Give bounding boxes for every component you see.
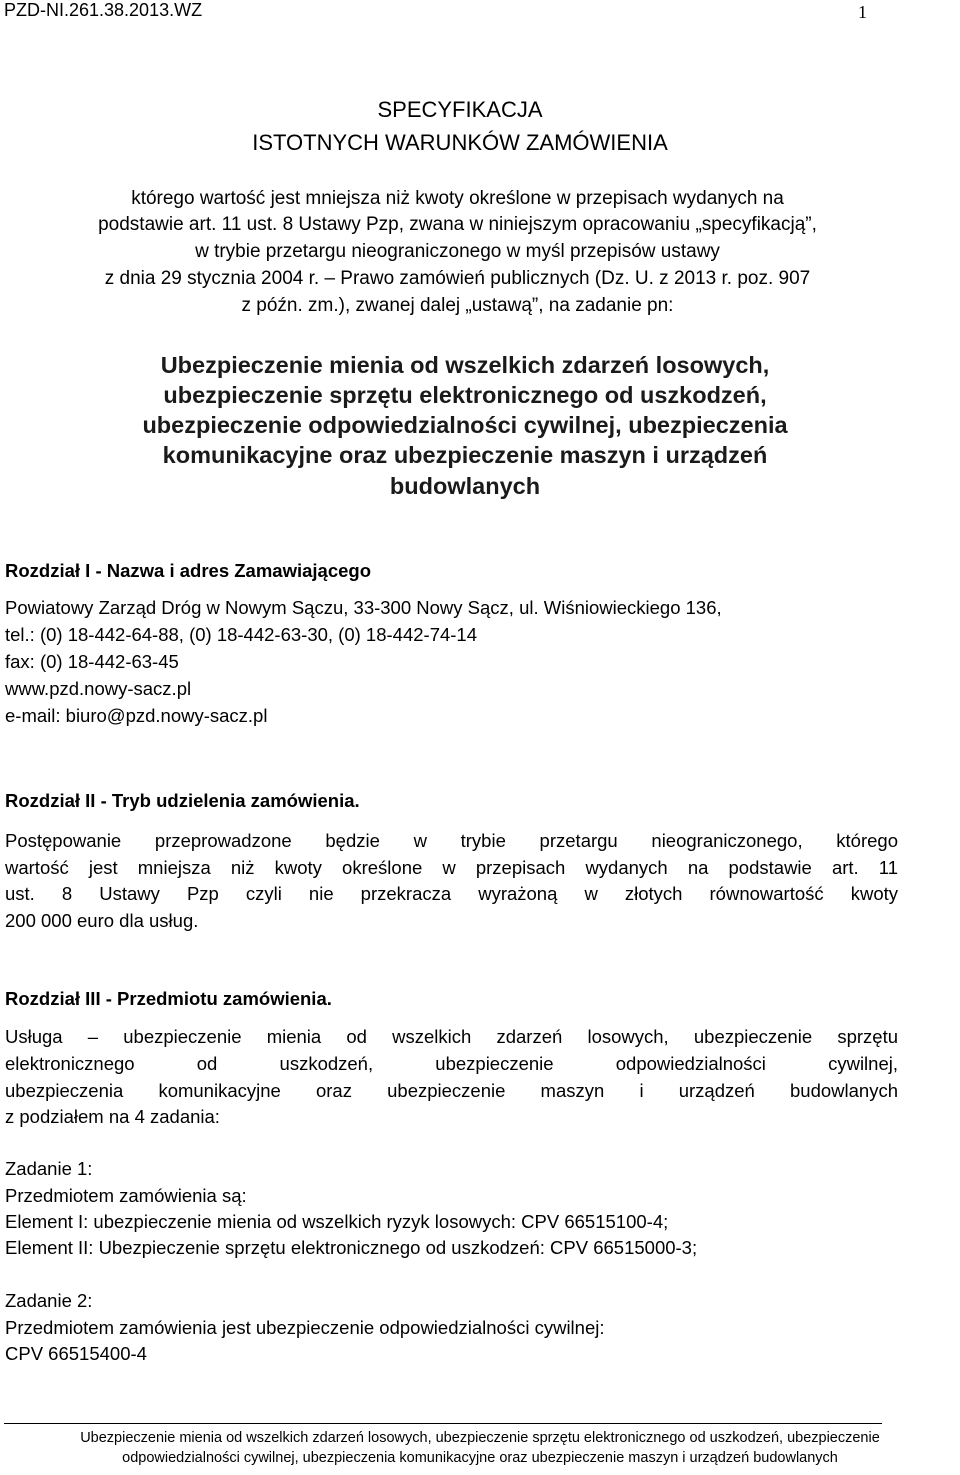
paragraph-line [5, 857, 898, 879]
subject-line: budowlanych [389, 473, 541, 499]
intro-line: w trybie przetargu nieograniczonego w myśl przepisów ustawy [195, 241, 720, 262]
chapter-3-heading: Rozdział III - Przedmiotu zamówienia. [5, 988, 332, 1009]
subject-line: ubezpieczenie odpowiedzialności cywilnej, ubezpieczenia [142, 412, 788, 438]
task-1-line: Przedmiotem zamówienia są: [5, 1185, 247, 1206]
title-line-2: ISTOTNYCH WARUNKÓW ZAMÓWIENIA [252, 130, 668, 155]
paragraph-text: wartość jest mniejsza niż kwoty określone w przepisach wydanych na podstawie art. 11 [5, 857, 898, 878]
paragraph-line [5, 883, 898, 905]
paragraph-line [5, 830, 898, 852]
contact-fax: fax: (0) 18-442-63-45 [5, 651, 179, 672]
chapter-2-heading: Rozdział II - Tryb udzielenia zamówienia. [5, 790, 360, 811]
paragraph-text: ust. 8 Ustawy Pzp czyli nie przekracza wyrażoną w złotych równowartość kwoty [5, 883, 898, 904]
title-line-1: SPECYFIKACJA [377, 97, 543, 122]
intro-line: z dnia 29 stycznia 2004 r. – Prawo zamówień publicznych (Dz. U. z 2013 r. poz. 907 [104, 268, 811, 289]
paragraph-line [5, 1026, 898, 1048]
footer-line-1: Ubezpieczenie mienia od wszelkich zdarzeń losowych, ubezpieczenie sprzętu elektronicznego od uszkodzeń, ubezpieczenie [80, 1430, 880, 1446]
task-2-cpv: CPV 66515400-4 [5, 1343, 147, 1364]
paragraph-text: ubezpieczenia komunikacyjne oraz ubezpieczenie maszyn i urządzeń budowlanych [5, 1080, 898, 1101]
task-1-label: Zadanie 1: [5, 1158, 93, 1179]
intro-line: z późn. zm.), zwanej dalej „ustawą”, na zadanie pn: [241, 295, 674, 316]
subject-line: komunikacyjne oraz ubezpieczenie maszyn i urządzeń [162, 442, 768, 468]
paragraph-text: elektronicznego od uszkodzeń, ubezpieczenie odpowiedzialności cywilnej, [5, 1053, 898, 1074]
paragraph-text: Postępowanie przeprowadzone będzie w trybie przetargu nieograniczonego, którego [5, 830, 898, 851]
paragraph-line [5, 1080, 898, 1102]
paragraph-line: 200 000 euro dla usług. [5, 910, 199, 931]
contact-address: Powiatowy Zarząd Dróg w Nowym Sączu, 33-300 Nowy Sącz, ul. Wiśniowieckiego 136, [5, 597, 722, 618]
subject-line: Ubezpieczenie mienia od wszelkich zdarzeń losowych, [160, 352, 770, 378]
footer-divider [4, 1423, 882, 1424]
contact-phone: tel.: (0) 18-442-64-88, (0) 18-442-63-30, (0) 18-442-74-14 [5, 624, 478, 645]
paragraph-text: Usługa – ubezpieczenie mienia od wszelkich zdarzeń losowych, ubezpieczenie sprzętu [5, 1026, 898, 1047]
task-2-label: Zadanie 2: [5, 1290, 93, 1311]
task-2-line: Przedmiotem zamówienia jest ubezpieczenie odpowiedzialności cywilnej: [5, 1317, 605, 1338]
page-number: 1 [858, 2, 867, 22]
contact-website: www.pzd.nowy-sacz.pl [5, 678, 192, 699]
task-1-element-1: Element I: ubezpieczenie mienia od wszelkich ryzyk losowych: CPV 66515100-4; [5, 1211, 669, 1232]
chapter-1-heading: Rozdział I - Nazwa i adres Zamawiającego [5, 560, 372, 581]
footer-line-2: odpowiedzialności cywilnej, ubezpieczenia komunikacyjne oraz ubezpieczenie maszyn i urządzeń budowlanych [122, 1450, 838, 1466]
paragraph-line [5, 1053, 898, 1075]
task-1-element-2: Element II: Ubezpieczenie sprzętu elektronicznego od uszkodzeń: CPV 66515000-3; [5, 1237, 698, 1258]
document-id: PZD-NI.261.38.2013.WZ [4, 0, 203, 20]
contact-email: e-mail: biuro@pzd.nowy-sacz.pl [5, 705, 268, 726]
subject-line: ubezpieczenie sprzętu elektronicznego od uszkodzeń, [163, 382, 767, 408]
intro-line: którego wartość jest mniejsza niż kwoty określone w przepisach wydanych na [131, 188, 784, 209]
paragraph-line: z podziałem na 4 zadania: [5, 1106, 220, 1127]
intro-line: podstawie art. 11 ust. 8 Ustawy Pzp, zwana w niniejszym opracowaniu „specyfikacją”, [98, 214, 817, 235]
